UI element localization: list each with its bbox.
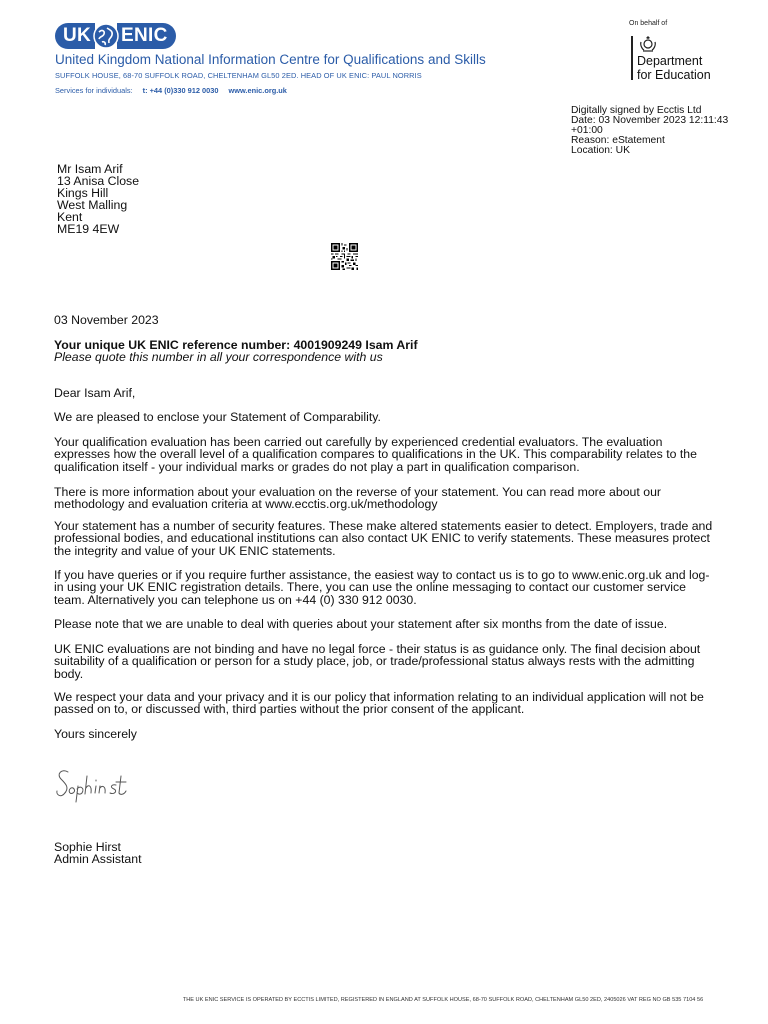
paragraph-2: Your qualification evaluation has been carried out carefully by experienced credential evaluators. The evaluation expresses how the overall level of a qualification compares to qualifications in the UK. This comparability relates to the qualification itself - your individual marks or grades do not play a part in qualification comparison.	[54, 435, 697, 474]
footer-text: THE UK ENIC SERVICE IS OPERATED BY ECCTIS LIMITED, REGISTERED IN ENGLAND AT SUFFOLK HOUSE, 68-70 SUFFOLK ROAD, CHELTENHAM GL50 2ED, 2405026 VAT REG NO GB 535 7104 56	[182, 997, 704, 1003]
signature-line-3: +01:00	[571, 125, 603, 136]
signature-line-5: Location: UK	[571, 145, 630, 156]
closing: Yours sincerely	[54, 727, 137, 741]
on-behalf-label: On behalf of	[629, 20, 668, 27]
digital-signature-block	[571, 106, 728, 156]
paragraph-4: Your statement has a number of security features. These make altered statements easier to detect. Employers, trade and professional bodies, and educational institutions can also contact UK ENIC to verify statements. These measures protect the integrity and value of your UK ENIC statements.	[54, 519, 713, 558]
org-contact	[55, 86, 287, 95]
paragraph-3: There is more information about your evaluation on the reverse of your statement. You can read more about our methodology and evaluation criteria at www.ecctis.org.uk/methodology	[54, 485, 661, 512]
dfe-divider	[631, 36, 633, 80]
reference-number: Your unique UK ENIC reference number: 4001909249 Isam Arif	[54, 338, 418, 352]
paragraph-6: Please note that we are unable to deal with queries about your statement after six months from the date of issue.	[54, 617, 668, 631]
royal-crest-icon	[638, 34, 658, 54]
page-footer	[0, 997, 768, 1003]
address-line-4: Kent	[57, 210, 83, 224]
globe-icon	[93, 23, 119, 49]
contact-phone: t: +44 (0)330 912 0030	[142, 86, 219, 95]
contact-label: Services for individuals:	[55, 86, 133, 95]
salutation: Dear Isam Arif,	[54, 386, 136, 400]
address-line-3: West Malling	[57, 198, 128, 212]
dfe-line-2: for Education	[637, 68, 711, 82]
logo-text-uk: UK	[55, 23, 95, 49]
org-title: United Kingdom National Information Centre for Qualifications and Skills	[55, 52, 486, 67]
contact-website: www.enic.org.uk	[228, 86, 287, 95]
logo-text-enic: ENIC	[117, 23, 176, 49]
reference-note: Please quote this number in all your correspondence with us	[54, 350, 383, 364]
address-postcode: ME19 4EW	[57, 222, 120, 236]
recipient-name: Mr Isam Arif	[57, 162, 123, 176]
dfe-line-1: Department	[637, 54, 703, 68]
signature-line-4: Reason: eStatement	[571, 135, 665, 146]
org-address: SUFFOLK HOUSE, 68-70 SUFFOLK ROAD, CHELTENHAM GL50 2ED. HEAD OF UK ENIC: PAUL NORRIS	[55, 71, 422, 80]
paragraph-7: UK ENIC evaluations are not binding and have no legal force - their status is as guidance only. The final decision about suitability of a qualification or person for a study place, job, or trade/professional status always rests with the admitting body.	[54, 642, 701, 681]
letter-date: 03 November 2023	[54, 313, 159, 327]
handwritten-signature	[54, 764, 149, 804]
dfe-name	[637, 54, 711, 82]
address-line-2: Kings Hill	[57, 186, 109, 200]
recipient-address	[57, 163, 139, 235]
paragraph-5: If you have queries or if you require further assistance, the easiest way to contact us is to go to www.enic.org.uk and log-in using your UK ENIC registration details. There, you can use the online messaging to contact our customer service team. Alternatively you can telephone us on +44 (0) 330 912 0030.	[54, 568, 710, 607]
address-line-1: 13 Anisa Close	[57, 174, 140, 188]
signer-name: Sophie Hirst	[54, 840, 121, 854]
signature-line-2: Date: 03 November 2023 12:11:43	[571, 115, 729, 126]
paragraph-1: We are pleased to enclose your Statement of Comparability.	[54, 410, 381, 424]
signature-line-1: Digitally signed by Ecctis Ltd	[571, 105, 702, 116]
uk-enic-logo	[55, 23, 177, 49]
paragraph-8: We respect your data and your privacy and it is our policy that information relating to an individual application will not be passed on to, or discussed with, third parties without the prior consent of the applicant.	[54, 690, 704, 717]
qr-code	[331, 243, 358, 270]
signer-block	[54, 841, 141, 866]
signer-title: Admin Assistant	[54, 852, 142, 867]
